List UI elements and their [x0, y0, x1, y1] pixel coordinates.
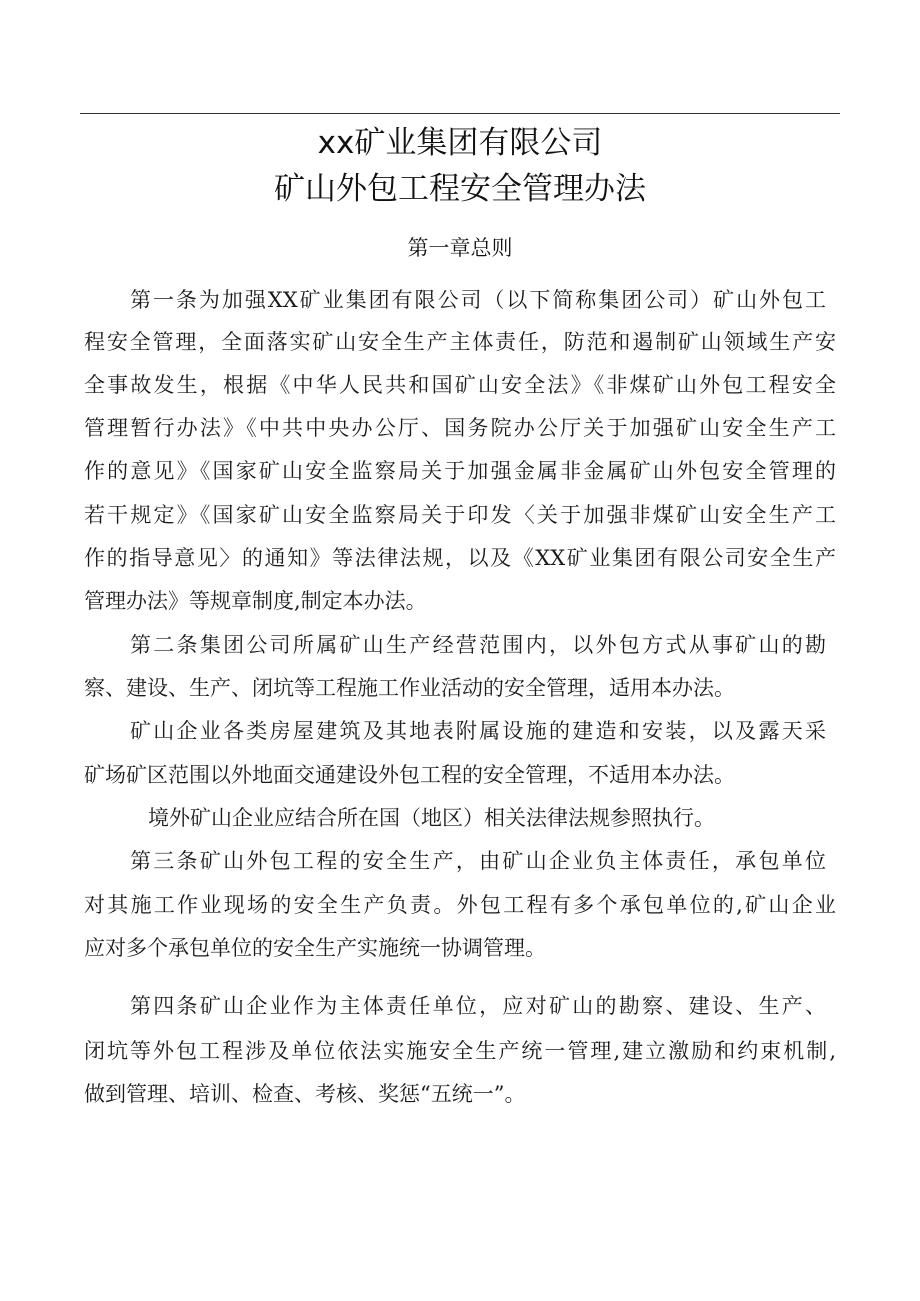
text-line: 全事故发生，根据《中华人民共和国矿山安全法》《非煤矿山外包工程安全	[84, 373, 836, 397]
text-line: 管理暂行办法》《中共中央办公厅、国务院办公厅关于加强矿山安全生产工	[84, 416, 836, 440]
text-line: 矿山企业各类房屋建筑及其地表附属设施的建造和安装，以及露天采	[130, 719, 826, 743]
text-line: 作的意见》《国家矿山安全监察局关于加强金属非金属矿山外包安全管理的	[84, 459, 836, 483]
text-line: 矿场矿区范围以外地面交通建设外包工程的安全管理，不适用本办法。	[84, 763, 735, 787]
document-title-main: 矿山外包工程安全管理办法	[274, 171, 646, 207]
text-line: 第四条矿山企业作为主体责任单位，应对矿山的勘察、建设、生产、	[130, 994, 826, 1018]
text-line: 察、建设、生产、闭坑等工程施工作业活动的安全管理，适用本办法。	[84, 676, 735, 700]
text-line: 若干规定》《国家矿山安全监察局关于印发〈关于加强非煤矿山安全生产工	[84, 503, 836, 527]
text-line: 第二条集团公司所属矿山生产经营范围内，以外包方式从事矿山的勘	[130, 633, 826, 657]
text-line: 管理办法》等规章制度,制定本办法。	[84, 589, 427, 613]
text-line: 第一条为加强XX矿业集团有限公司（以下简称集团公司）矿山外包工	[130, 288, 826, 312]
text-line: 对其施工作业现场的安全生产负责。外包工程有多个承包单位的,矿山企业	[84, 893, 836, 917]
chapter-heading: 第一章总则	[407, 236, 513, 260]
text-line: 境外矿山企业应结合所在国（地区）相关法律法规参照执行。	[148, 806, 715, 830]
document-title-company: xx矿业集团有限公司	[317, 125, 603, 161]
text-line: 做到管理、培训、检查、考核、奖惩“五统一”。	[84, 1082, 526, 1106]
text-line: 程安全管理，全面落实矿山安全生产主体责任，防范和遏制矿山领域生产安	[84, 330, 836, 354]
header-rule	[80, 113, 840, 114]
text-line: 闭坑等外包工程涉及单位依法实施安全生产统一管理,建立激励和约束机制,	[84, 1039, 836, 1063]
text-line: 应对多个承包单位的安全生产实施统一协调管理。	[84, 936, 546, 960]
text-line: 作的指导意见〉的通知》等法律法规，以及《XX矿业集团有限公司安全生产	[84, 546, 836, 570]
text-line: 第三条矿山外包工程的安全生产，由矿山企业负主体责任，承包单位	[130, 849, 826, 873]
